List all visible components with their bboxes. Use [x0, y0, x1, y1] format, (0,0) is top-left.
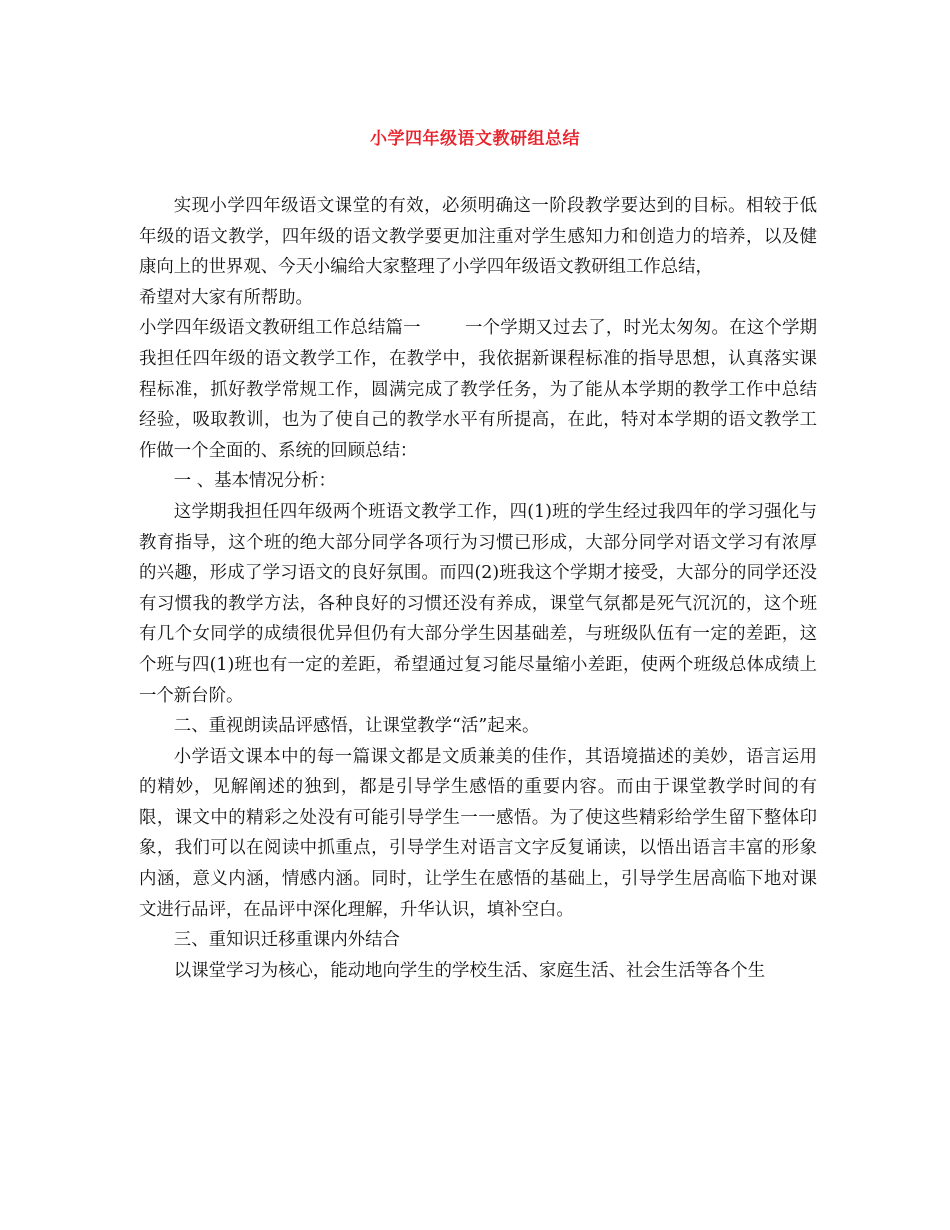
document-title: 小学四年级语文教研组总结 [370, 129, 580, 149]
intro-tail: 希望对大家有所帮助。 [139, 287, 313, 308]
paragraph-class-situation: 这学期我担任四年级两个班语文教学工作，四(1)班的学生经过我四年的学习强化与教育指导，这个班的绝大部分同学各项行为习惯已形成，大部分同学对语文学习有浓厚的兴趣，形成了学习语文的良好氛围。而四(2)班我这个学期才接受，大部分的同学还没有习惯我的教学方法，各种良好的习惯还没有养成，课堂气氛都是死气沉沉的，这个班有几个女同学的成绩很优异但仍有大部分学生因基础差，与班级队伍有一定的差距，这个班与四(1)班也有一定的差距，希望通过复习能尽量缩小差距，使两个班级总体成绩上一个新台阶。 [139, 501, 817, 706]
paragraph-reading-appreciation: 小学语文课本中的每一篇课文都是文质兼美的佳作，其语境描述的美妙，语言运用的精妙，见解阐述的独到，都是引导学生感悟的重要内容。而由于课堂教学时间的有限，课文中的精彩之处没有可能引导学生一一感悟。为了使这些精彩给学生留下整体印象，我们可以在阅读中抓重点，引导学生对语言文字反复诵读，以悟出语言丰富的形象内涵，意义内涵，情感内涵。同时，让学生在感悟的基础上，引导学生居高临下地对课文进行品评，在品评中深化理解，升华认识，填补空白。 [139, 746, 817, 920]
subheading-knowledge-transfer: 三、重知识迁移重课内外结合 [173, 930, 400, 951]
subheading-reading-appreciation: 二、重视朗读品评感悟，让课堂教学“活”起来。 [173, 716, 540, 737]
section-paragraph [139, 313, 817, 466]
intro-paragraph: 实现小学四年级语文课堂的有效，必须明确这一阶段教学要达到的目标。相较于低年级的语文教学，四年级的语文教学要更加注重对学生感知力和创造力的培养，以及健康向上的世界观、今天小编给大家整理了小学四年级语文教研组工作总结， [139, 196, 817, 278]
document-body [139, 191, 817, 986]
section-opening: 一个学期又过去了，时光太匆匆。在这个学期我担任四年级的语文教学工作，在教学中，我依据新课程标准的指导思想，认真落实课程标准，抓好教学常规工作，圆满完成了教学任务，为了能从本学期的教学工作中总结经验，吸取教训，也为了使自己的教学水平有所提高，在此，特对本学期的语文教学工作做一个全面的、系统的回顾总结： [139, 318, 817, 461]
paragraph-knowledge-transfer: 以课堂学习为核心，能动地向学生的学校生活、家庭生活、社会生活等各个生 [173, 960, 766, 981]
subheading-basic-analysis: 一 、基本情况分析： [173, 471, 336, 492]
section-heading: 小学四年级语文教研组工作总结篇一 [139, 318, 421, 339]
